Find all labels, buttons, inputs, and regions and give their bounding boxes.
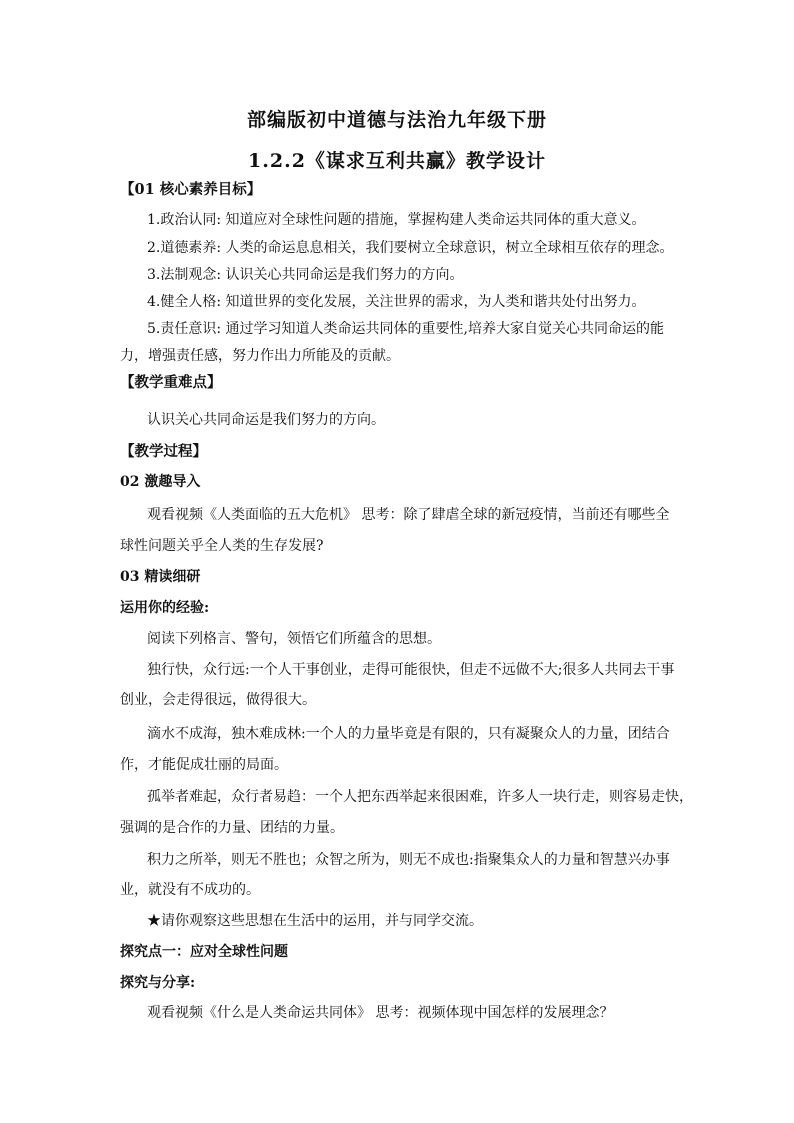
document-title: 部编版初中道德与法治九年级下册 [246, 109, 547, 131]
star-note: ★请你观察这些思想在生活中的运用，并与同学交流。 [147, 913, 483, 929]
saying-text: 创业，会走得很远，做得很大。 [120, 692, 316, 708]
saying-text: 业，就没有不成功的。 [120, 882, 260, 898]
key-point-text: 认识关心共同命运是我们努力的方向。 [147, 412, 385, 428]
intro-text-continued: 球性问题关乎全人类的生存发展? [120, 538, 324, 554]
subheading-experience: 运用你的经验: [120, 600, 210, 616]
saying-text: 滴水不成海，独木难成林:一个人的力量毕竟是有限的，只有凝聚众人的力量，团结合 [147, 726, 670, 742]
step-heading-intro: 02 激趣导入 [120, 474, 201, 490]
explore-heading: 探究点一：应对全球性问题 [120, 944, 288, 960]
section-heading-goals: 【01 核心素养目标】 [120, 181, 262, 198]
lesson-title: 1.2.2《谋求互利共赢》教学设计 [248, 150, 546, 172]
goal-item: 3.法制观念: 认识关心共同命运是我们努力的方向。 [147, 267, 464, 283]
section-heading-key-points: 【教学重难点】 [120, 374, 222, 391]
goal-item: 5.责任意识: 通过学习知道人类命运共同体的重要性,培养大家自觉关心共同命运的能 [147, 321, 664, 337]
saying-text: 独行快，众行远:一个人干事创业，走得可能很快，但走不远做不大;很多人共同去干事 [147, 662, 675, 678]
explore-text: 观看视频《什么是人类命运共同体》 思考：视频体现中国怎样的发展理念？ [147, 1005, 614, 1021]
experience-intro: 阅读下列格言、警句，领悟它们所蕴含的思想。 [147, 631, 441, 647]
step-heading-reading: 03 精读细研 [120, 569, 201, 585]
goal-item: 4.健全人格: 知道世界的变化发展，关注世界的需求，为人类和谐共处付出努力。 [147, 294, 646, 310]
subheading-explore-share: 探究与分享: [120, 975, 196, 991]
goal-item: 1.政治认同: 知道应对全球性问题的措施，掌握构建人类命运共同体的重大意义。 [147, 212, 646, 228]
saying-text: 孤举者难起，众行者易趋：一个人把东西举起来很困难，许多人一块行走，则容易走快， [147, 789, 693, 805]
goal-item: 2.道德素养: 人类的命运息息相关，我们要树立全球意识，树立全球相互依存的理念。 [147, 240, 674, 256]
intro-text: 观看视频《人类面临的五大危机》 思考：除了肆虐全球的新冠疫情，当前还有哪些全 [147, 507, 670, 523]
saying-text: 积力之所举，则无不胜也；众智之所为，则无不成也:指聚集众人的力量和智慧兴办事 [147, 852, 670, 868]
goal-item-continued: 力，增强责任感，努力作出力所能及的贡献。 [120, 348, 400, 364]
section-heading-process: 【教学过程】 [120, 443, 207, 460]
saying-text: 强调的是合作的力量、团结的力量。 [120, 820, 344, 836]
saying-text: 作，才能促成壮丽的局面。 [120, 757, 288, 773]
